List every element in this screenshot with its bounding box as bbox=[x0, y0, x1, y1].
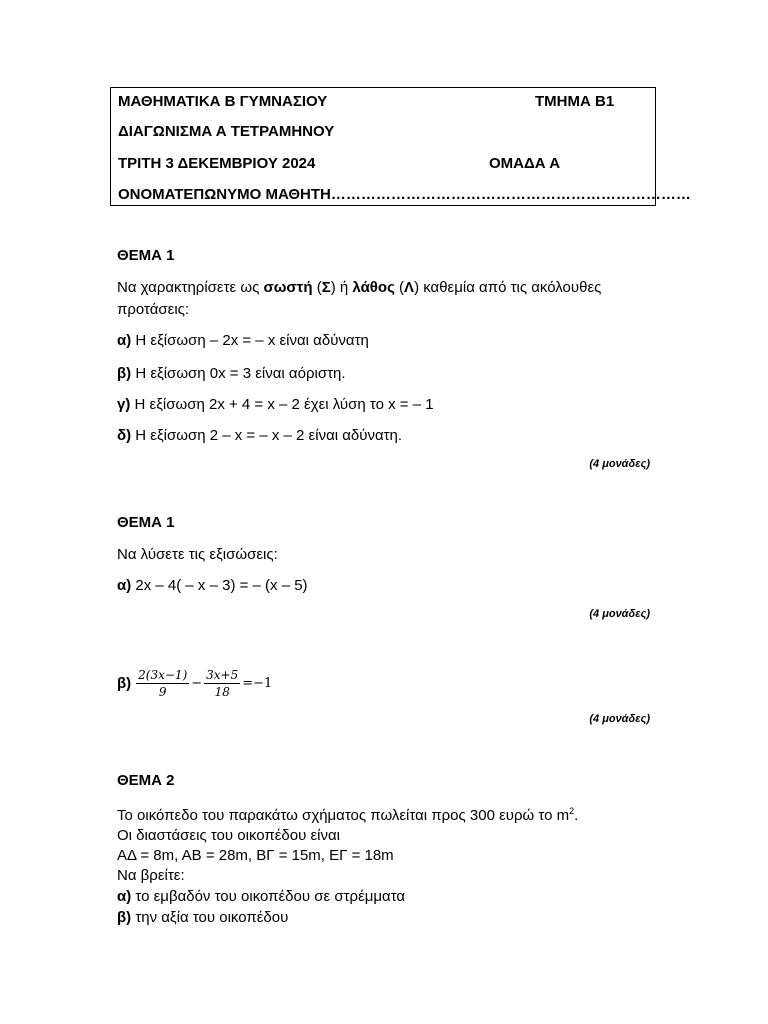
fraction-denominator: 18 bbox=[214, 684, 230, 699]
intro-text: ) ή bbox=[330, 279, 353, 296]
item-label: γ) bbox=[117, 396, 131, 413]
item-label: β) bbox=[117, 674, 132, 692]
theme1b-intro: Να λύσετε τις εξισώσεις: bbox=[117, 546, 278, 563]
theme1b-item-a bbox=[117, 577, 308, 594]
intro-correct: σωστή bbox=[263, 279, 313, 296]
item-text: Η εξίσωση – 2x = – x είναι αδύνατη bbox=[131, 332, 369, 349]
item-label: α) bbox=[117, 332, 132, 349]
fraction-denominator: 9 bbox=[158, 684, 167, 699]
fraction-numerator: 3x+5 bbox=[206, 667, 239, 682]
theme2-item-a bbox=[117, 888, 405, 905]
theme1b-b-units: (4 μονάδες) bbox=[589, 713, 650, 725]
theme2-line1-text: Το οικόπεδο του παρακάτω σχήματος πωλείται προς 300 ευρώ το m bbox=[117, 807, 570, 824]
theme1-item-a bbox=[117, 332, 369, 349]
item-text: Η εξίσωση 2x + 4 = x – 2 έχει λύση το x = – 1 bbox=[130, 396, 434, 413]
equation-rhs: =−1 bbox=[242, 675, 273, 691]
item-label: α) bbox=[117, 577, 132, 594]
theme1-item-b bbox=[117, 365, 346, 382]
theme1b-item-b bbox=[117, 663, 273, 703]
intro-s: Σ bbox=[321, 279, 331, 296]
intro-text: ) καθεμία από τις ακόλουθες bbox=[414, 279, 602, 296]
item-text: 2x – 4( – x – 3) = – (x – 5) bbox=[131, 577, 308, 594]
intro-text: ( bbox=[312, 279, 322, 296]
header-date: ΤΡΙΤΗ 3 ΔΕΚΕΜΒΡΙΟΥ 2024 bbox=[118, 155, 316, 172]
theme1-item-d bbox=[117, 427, 402, 444]
theme1-item-c bbox=[117, 396, 434, 413]
item-label: δ) bbox=[117, 427, 132, 444]
fraction-2 bbox=[204, 668, 240, 699]
item-label: β) bbox=[117, 365, 132, 382]
minus-operator: − bbox=[191, 675, 203, 691]
theme2-line1-end: . bbox=[574, 807, 579, 824]
fraction-1 bbox=[136, 668, 189, 699]
item-text: Η εξίσωση 0x = 3 είναι αόριστη. bbox=[131, 365, 346, 382]
item-label: α) bbox=[117, 888, 132, 905]
theme2-item-b bbox=[117, 909, 288, 926]
theme1b-title: ΘΕΜΑ 1 bbox=[117, 514, 175, 531]
item-text: το εμβαδόν του οικοπέδου σε στρέμματα bbox=[131, 888, 406, 905]
item-text: Η εξίσωση 2 – x = – x – 2 είναι αδύνατη. bbox=[131, 427, 403, 444]
superscript: 2 bbox=[569, 806, 575, 816]
theme1-title: ΘΕΜΑ 1 bbox=[117, 247, 175, 264]
exam-header-box bbox=[110, 87, 691, 206]
header-name-field: ΟΝΟΜΑΤΕΠΩΝΥΜΟ ΜΑΘΗΤΗ……………………………………………………………… bbox=[118, 186, 691, 203]
header-subject: ΜΑΘΗΜΑΤΙΚΑ Β ΓΥΜΝΑΣΙΟΥ bbox=[118, 93, 328, 110]
header-class: ΤΜΗΜΑ Β1 bbox=[535, 93, 615, 110]
intro-text: ( bbox=[394, 279, 405, 296]
header-group: ΟΜΑΔΑ Α bbox=[489, 155, 561, 172]
theme2-line3: ΑΔ = 8m, AB = 28m, ΒΓ = 15m, ΕΓ = 18m bbox=[117, 847, 394, 864]
intro-l: Λ bbox=[404, 279, 415, 296]
theme2-line4: Να βρείτε: bbox=[117, 867, 185, 884]
theme2-title: ΘΕΜΑ 2 bbox=[117, 772, 175, 789]
header-exam: ΔΙΑΓΩΝΙΣΜΑ Α ΤΕΤΡΑΜΗΝΟΥ bbox=[118, 123, 335, 140]
intro-wrong: λάθος bbox=[352, 279, 395, 296]
fraction-numerator: 2(3x−1) bbox=[138, 667, 188, 682]
theme1b-a-units: (4 μονάδες) bbox=[589, 608, 650, 620]
theme1-intro bbox=[117, 279, 601, 296]
item-label: β) bbox=[117, 909, 132, 926]
theme2-line1 bbox=[117, 806, 578, 824]
item-text: την αξία του οικοπέδου bbox=[131, 909, 289, 926]
intro-text: Να χαρακτηρίσετε ως bbox=[117, 279, 264, 296]
theme1-units: (4 μονάδες) bbox=[589, 458, 650, 470]
theme2-line2: Οι διαστάσεις του οικοπέδου είναι bbox=[117, 827, 341, 844]
theme1-intro-line2: προτάσεις: bbox=[117, 301, 190, 318]
